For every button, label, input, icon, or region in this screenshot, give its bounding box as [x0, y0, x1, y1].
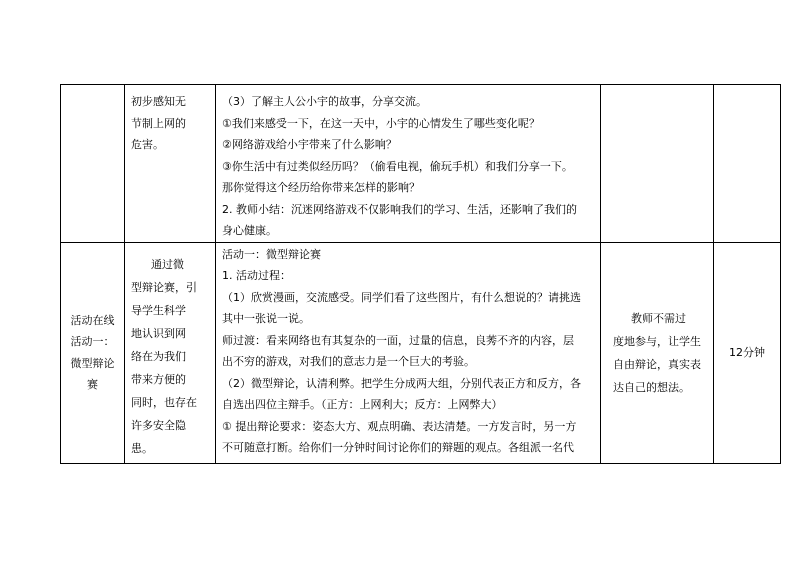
activity-line: 微型辩论 [70, 356, 115, 370]
teacher-cell-empty [601, 85, 714, 243]
content-line: ③你生活中有过类似经历吗？（偷看电视，偷玩手机）和我们分享一下。 [222, 159, 573, 173]
goal-line: 导学生科学 [131, 303, 186, 317]
content-line: 1. 活动过程： [222, 269, 291, 282]
teacher-line: 度地参与，让学生 [613, 334, 701, 348]
content-line: 身心健康。 [222, 224, 277, 237]
goal-line: 危害。 [131, 138, 164, 151]
time-cell-empty [714, 85, 781, 243]
goal-line: 型辩论赛，引 [131, 280, 197, 294]
duration-cell [714, 242, 781, 463]
goal-line: 节制上网的 [131, 116, 186, 130]
goal-cell [125, 85, 216, 243]
goal-line: 带来方便的 [131, 372, 186, 386]
activity-line: 活动一： [70, 335, 115, 348]
teacher-text [601, 307, 713, 399]
content-line: 那你觉得这个经历给你带来怎样的影响？ [222, 181, 420, 194]
teacher-cell [601, 242, 714, 463]
duration-value: 12分钟 [729, 345, 765, 359]
content-line: 自选出四位主辩手。（正方：上网利大；反方：上网弊大） [222, 398, 503, 411]
content-line: 活动一：微型辩论赛 [222, 247, 321, 261]
goal-line: 络在为我们 [131, 349, 186, 363]
content-line: （2）微型辩论，认清利弊。把学生分成两大组，分别代表正方和反方，各 [222, 376, 581, 390]
goal-line: 初步感知无 [131, 95, 186, 108]
lesson-plan-table [60, 84, 781, 464]
content-line: 2. 教师小结：沉迷网络游戏不仅影响我们的学习、生活，还影响了我们的 [222, 202, 577, 216]
content-line: ①我们来感受一下，在这一天中，小宇的心情发生了哪些变化呢？ [222, 116, 540, 130]
activity-line: 活动在线 [70, 313, 115, 327]
content-line: 出不穷的游戏，对我们的意志力是一个巨大的考验。 [222, 355, 475, 368]
goal-cell [125, 242, 216, 463]
teacher-line: 自由辩论，真实表 [613, 357, 701, 371]
content-line: 师过渡：看来网络也有其复杂的一面，过量的信息，良莠不齐的内容，层 [222, 333, 574, 347]
table-row [61, 85, 781, 243]
goal-line: 同时，也存在 [131, 395, 197, 409]
activity-line: 赛 [87, 378, 98, 391]
content-cell [216, 85, 601, 243]
goal-line: 通过微 [151, 257, 184, 271]
content-line: （1）欣赏漫画，交流感受。同学们看了这些图片，有什么想说的？请挑选 [222, 290, 581, 304]
content-line: 其中一张说一说。 [222, 312, 310, 325]
content-line: （3）了解主人公小宇的故事，分享交流。 [222, 95, 427, 108]
content-cell [216, 242, 601, 463]
content-line: ②网络游戏给小宇带来了什么影响？ [222, 138, 397, 151]
teacher-line: 达自己的想法。 [613, 380, 690, 394]
goal-line: 患。 [131, 441, 153, 455]
goal-line: 地认识到网 [131, 326, 186, 340]
table-row [61, 242, 781, 463]
activity-cell [61, 242, 125, 463]
activity-cell-empty [61, 85, 125, 243]
goal-line: 许多安全隐 [131, 418, 186, 432]
content-line: ① 提出辩论要求：姿态大方、观点明确、表达清楚。一方发言时，另一方 [222, 419, 577, 433]
teacher-line: 教师不需过 [631, 311, 686, 325]
content-line: 不可随意打断。给你们一分钟时间讨论你们的辩题的观点。各组派一名代 [222, 441, 574, 454]
